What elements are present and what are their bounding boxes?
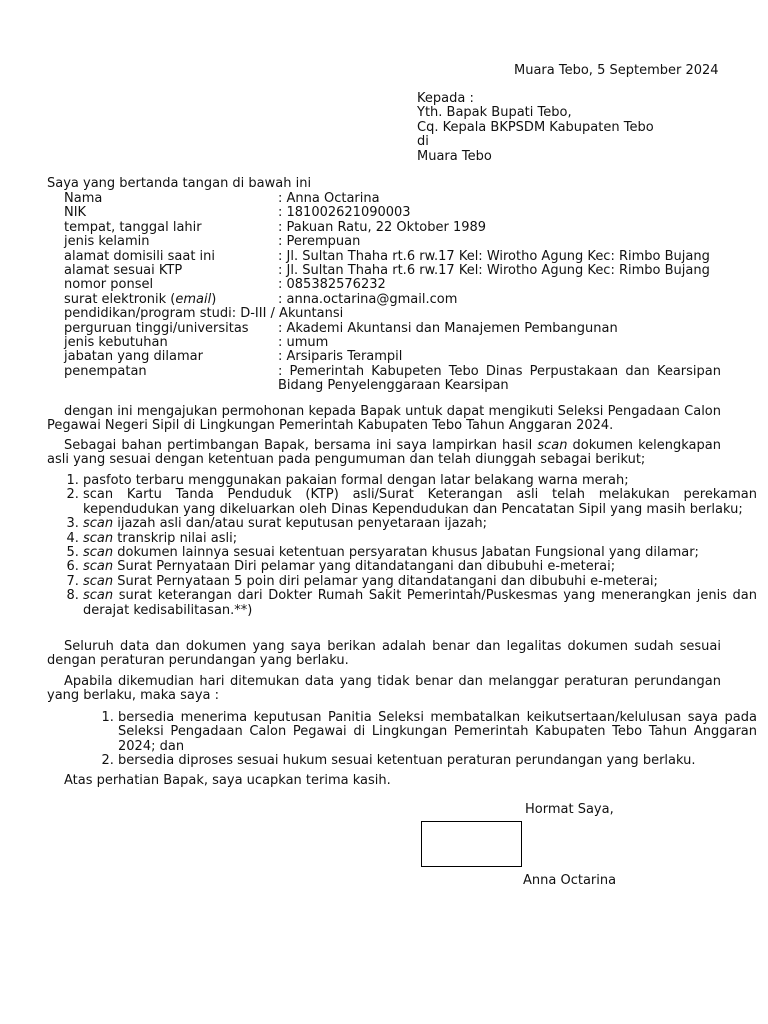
field-row: [64, 206, 721, 220]
field-label: jenis kebutuhan: [64, 335, 168, 351]
field-label: NIK: [64, 205, 87, 221]
field-label: jabatan yang dilamar: [64, 349, 203, 365]
paragraph-application: dengan ini mengajukan permohonan kepada Bapak untuk dapat mengikuti Seleksi Pengadaan Calon Pegawai Negeri Sipil di Lingkungan Pemerintah Kabupaten Tebo Tahun Anggaran 2024.: [47, 404, 721, 434]
item-text: surat keterangan dari Dokter Rumah Sakit Pemerintah/Puskesmas yang menerangkan jenis dan derajat kedisabilitasan.**): [83, 588, 757, 618]
program-line: [64, 307, 721, 321]
field-label: nomor ponsel: [64, 277, 154, 293]
list-item: [83, 517, 757, 531]
field-label: [64, 293, 278, 307]
item-em: scan: [83, 530, 114, 546]
email-label-pre: surat elektronik (: [64, 291, 176, 307]
field-value: : Arsiparis Terampil: [278, 349, 403, 365]
signature-box: [421, 821, 522, 867]
field-value: : Pakuan Ratu, 22 Oktober 1989: [278, 219, 487, 235]
letter-date: Muara Tebo, 5 September 2024: [514, 63, 719, 78]
field-row: [64, 250, 721, 264]
item-text: Surat Pernyataan 5 poin diri pelamar yang ditandatangani dan dibubuhi e-meterai;: [113, 573, 658, 589]
applicant-fields: [64, 192, 721, 394]
field-label: jenis kelamin: [64, 234, 150, 250]
para2-em: scan: [537, 438, 568, 453]
field-row: [64, 350, 721, 364]
item-text: pasfoto terbaru menggunakan pakaian formal dengan latar belakang warna merah;: [83, 473, 629, 488]
addressee-line: Muara Tebo: [417, 148, 492, 164]
item-em: scan: [83, 559, 114, 575]
field-value: : 085382576232: [278, 277, 386, 293]
consequence-list: [82, 711, 757, 769]
email-label-em: email: [175, 291, 212, 307]
program-text: pendidikan/program studi: D-III / Akuntansi: [64, 306, 344, 322]
field-value: : Jl. Sultan Thaha rt.6 rw.17 Kel: Wirotho Agung Kec: Rimbo Bujang: [278, 248, 710, 264]
field-row: [64, 264, 721, 278]
email-label-post: ): [211, 291, 217, 307]
para2-post: dokumen kelengkapan asli yang sesuai dengan ketentuan pada pengumuman dan telah diunggah sebagai berikut;: [47, 438, 721, 468]
item-text: dokumen lainnya sesuai ketentuan persyaratan khusus Jabatan Fungsional yang dilamar;: [113, 545, 699, 561]
list-item: 2. bersedia diproses sesuai hukum sesuai ketentuan peraturan perundangan yang berlaku.: [118, 754, 757, 768]
paragraph-attachments: [47, 439, 721, 468]
list-item: 1. bersedia menerima keputusan Panitia Seleksi membatalkan keikutsertaan/kelulusan saya pada Seleksi Pengadaan Calon Pegawai di Lingkungan Pemerintah Kabupaten Tebo Tahun Anggaran 2024; dan: [118, 711, 757, 754]
addressee-line: Kepada :: [417, 91, 474, 106]
field-row: [64, 278, 721, 292]
field-label: penempatan: [64, 363, 147, 379]
field-row: [64, 365, 721, 394]
intro-line: Saya yang bertanda tangan di bawah ini: [47, 176, 312, 191]
item-em: scan: [83, 516, 114, 532]
item-text: transkrip nilai asli;: [113, 530, 238, 546]
field-row: [64, 336, 721, 350]
addressee-line: di: [417, 134, 429, 150]
field-value: : Akademi Akuntansi dan Manajemen Pembangunan: [278, 320, 618, 336]
field-value: : Jl. Sultan Thaha rt.6 rw.17 Kel: Wirotho Agung Kec: Rimbo Bujang: [278, 263, 710, 279]
field-label: tempat, tanggal lahir: [64, 219, 202, 235]
closing-line: Atas perhatian Bapak, saya ucapkan terima kasih.: [64, 773, 391, 788]
field-label: perguruan tinggi/universitas: [64, 320, 249, 336]
item-em: scan: [83, 545, 114, 561]
signature-label: Hormat Saya,: [525, 802, 614, 817]
field-label: Nama: [64, 191, 103, 206]
field-value: : anna.octarina@gmail.com: [278, 291, 458, 307]
field-row: [64, 235, 721, 249]
para2-pre: Sebagai bahan pertimbangan Bapak, bersama ini saya lampirkan hasil: [64, 438, 538, 453]
item-text: Surat Pernyataan Diri pelamar yang ditandatangani dan dibubuhi e-meterai;: [113, 559, 616, 575]
list-item: [83, 532, 757, 546]
item-em: scan: [83, 573, 114, 589]
field-value: : Anna Octarina: [278, 191, 380, 206]
paragraph-consequence-intro: Apabila dikemudian hari ditemukan data yang tidak benar dan melanggar peraturan perundangan yang berlaku, maka saya :: [47, 674, 721, 704]
field-label: alamat sesuai KTP: [64, 263, 183, 279]
field-row: [64, 322, 721, 336]
addressee-line: Yth. Bapak Bupati Tebo,: [417, 105, 572, 121]
item-em: scan: [83, 588, 114, 604]
paragraph-legality: Seluruh data dan dokumen yang saya berikan adalah benar dan legalitas dokumen sudah sesuai dengan peraturan perundangan yang berlaku.: [47, 639, 721, 669]
list-item: [83, 575, 757, 589]
item-text: ijazah asli dan/atau surat keputusan penyetaraan ijazah;: [113, 516, 488, 532]
field-row: [64, 192, 721, 206]
field-row-email: [64, 293, 721, 307]
field-value: : Perempuan: [278, 234, 361, 250]
list-item: [83, 546, 757, 560]
list-item: [83, 560, 757, 574]
field-value: : Pemerintah Kabupeten Tebo Dinas Perpustakaan dan Kearsipan Bidang Penyelenggaraan Kearsipan: [278, 363, 721, 394]
field-value: : umum: [278, 335, 329, 351]
addressee-line: Cq. Kepala BKPSDM Kabupaten Tebo: [417, 119, 654, 135]
list-item: [83, 589, 757, 618]
attachment-list: [47, 474, 757, 618]
field-row: [64, 221, 721, 235]
item-text: scan Kartu Tanda Penduduk (KTP) asli/Surat Keterangan asli telah melakukan perekaman kependudukan yang dikeluarkan oleh Dinas Kependudukan dan Pencatatan Sipil yang masih berlaku;: [83, 487, 757, 517]
addressee-block: [417, 92, 654, 164]
list-item: [83, 474, 757, 488]
field-value: : 181002621090003: [278, 205, 411, 221]
list-item: [83, 488, 757, 517]
field-label: alamat domisili saat ini: [64, 248, 216, 264]
signer-name: Anna Octarina: [523, 873, 617, 888]
